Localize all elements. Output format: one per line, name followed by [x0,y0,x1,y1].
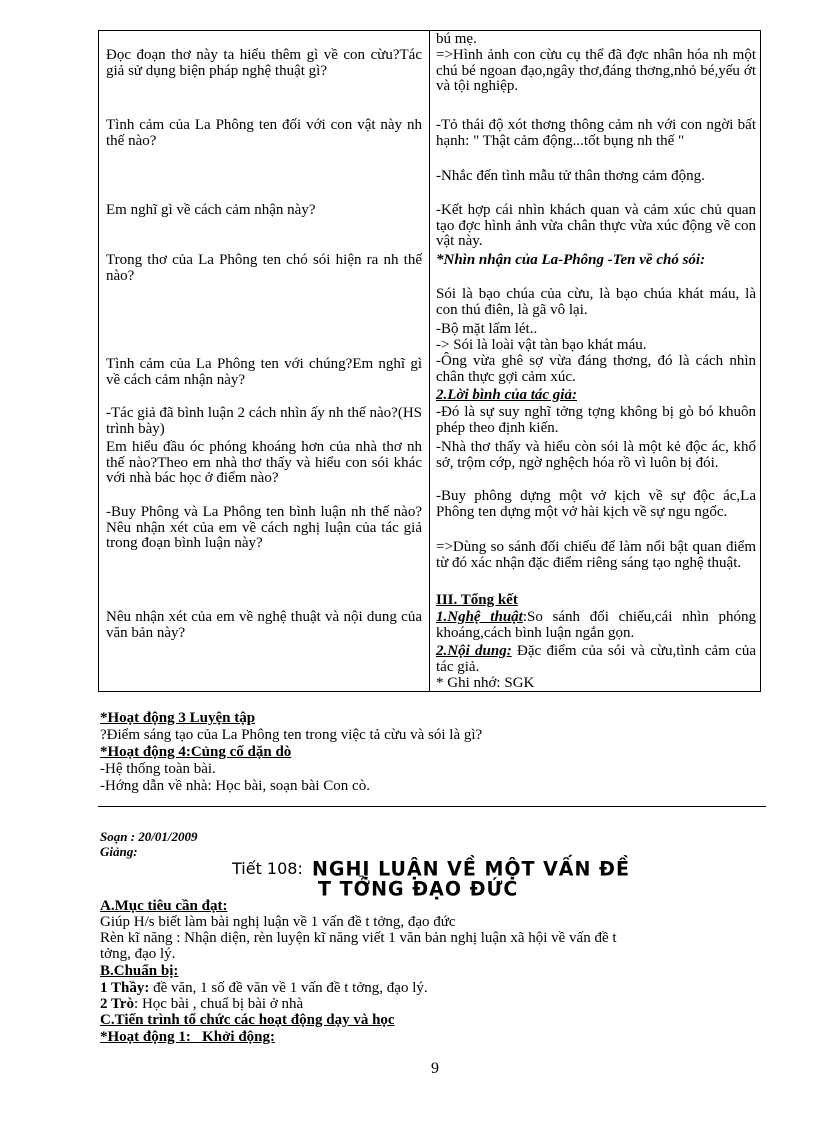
answer-motherhood: -Nhắc đến tình mẫu tử thân thơng cảm động. [436,168,705,184]
answer-wolf: Sói là bạo chúa của cừu, là bạo chúa khát máu, là con thú điên, là gã vô lại. [436,286,756,318]
answer-wolf-conclusion: -> Sói là loài vật tàn bạo khát máu. [436,337,647,353]
answer-fear-pity: -Ông vừa ghê sợ vừa đáng thơng, đó là cách nhìn chân thực gợi cảm xúc. [436,353,756,385]
section-divider [98,806,766,807]
activity-4-title: *Hoạt động 4:Củng cố dặn dò [100,744,292,760]
summary-heading: III. Tổng kết [436,592,518,608]
section-b-student [100,996,303,1012]
table-left-column [106,31,422,691]
student-text: : Học bài , chuẩ bị bài ở nhà [134,996,304,1012]
question-9: Nêu nhận xét của em về nghệ thuật và nội dung của văn bản này? [106,609,422,641]
question-3: Em nghĩ gì về cách cảm nhận này? [106,202,316,218]
section-a-line-2: Rèn kĩ năng : Nhận diện, rèn luyện kĩ năng viết 1 văn bản nghị luận xã hội về vấn đề t [100,930,617,946]
summary-content [436,644,756,675]
section-b-title: B.Chuẩn bị: [100,963,179,979]
summary-art-text: :So sánh đối chiếu,cái nhìn phóng khoáng,cách bình luận ngắn gọn. [436,609,756,641]
summary-art [436,610,756,641]
author-comment-heading: 2.Lời bình của tác giả: [436,387,577,403]
summary-content-label: 2.Nội dung: [436,643,512,659]
answer-attitude: -Tỏ thái độ xót thơng thông cảm nh với con ngời bất hạnh: " Thật cảm động...tốt bụng nh thế " [436,117,756,149]
question-7: Em hiểu đầu óc phóng khoáng hơn của nhà thơ nh thế nào?Theo em nhà thơ thấy và hiểu con sói khác với nhà bác học ở điểm nào? [106,439,422,486]
question-5: Tình cảm của La Phông ten với chúng?Em nghĩ gì về cách cảm nhận này? [106,356,422,388]
section-a-line-1: Giúp H/s biết làm bài nghị luận về 1 vấn đề t tởng, đạo đức [100,914,456,930]
question-6: -Tác giả đã bình luận 2 cách nhìn ấy nh thế nào?(HS trình bày) [106,405,422,437]
wolf-heading: *Nhìn nhận của La-Phông -Ten về chó sói: [436,252,706,268]
lesson-number: Tiết 108: [232,859,303,878]
activity-4-line-1: -Hệ thống toàn bài. [100,761,216,777]
question-1: Đọc đoạn thơ này ta hiểu thêm gì về con cừu?Tác giả sử dụng biện pháp nghệ thuật gì? [106,47,422,79]
answer-drama: -Buy phông dựng một vở kịch về sự độc ác,La Phông ten dựng một vở hài kịch về sự ngu ngốc. [436,488,756,520]
answer-lamb-image: =>Hình ảnh con cừu cụ thể đã đợc nhân hóa nh một chú bé ngoan đạo,ngây thơ,đáng thơng,nhỏ bé,yếu ớt và tội nghiệp. [436,47,756,94]
lesson-table [98,30,761,692]
answer-imagination: -Đó là sự suy nghĩ tởng tợng không bị gò bó khuôn phép theo định kiến. [436,404,756,436]
section-a-line-3: tởng, đạo lý. [100,946,176,962]
answer-wolf-face: -Bộ mặt lấm lét.. [436,321,538,337]
teacher-label: 1 Thầy: [100,980,150,996]
memo-note: * Ghi nhớ: SGK [436,675,535,691]
teacher-text: đề văn, 1 số đề văn về 1 vấn đề t tởng, đạo lý. [149,980,428,996]
activity-4-line-2: -Hớng dẫn về nhà: Học bài, soạn bài Con cò. [100,778,370,794]
answer-line: bú mẹ. [436,31,477,47]
lesson-title-line-1: NGHỊ LUẬN VỀ MỘT VẤN ĐỀ [312,857,630,881]
summary-content-text: Đặc điểm của sói và cừu,tình cảm của tác giả. [436,643,756,675]
question-8: -Buy Phông và La Phông ten bình luận nh thế nào?Nêu nhận xét của em về cách nghị luận của tác giả trong đoạn bình luận này? [106,504,422,551]
activity-1-title: *Hoạt động 1: Khởi động: [100,1029,276,1045]
table-right-column [436,31,756,691]
teaching-date: Giảng: [100,844,138,859]
question-2: Tình cảm của La Phông ten đối với con vật này nh thế nào? [106,117,422,149]
prep-date: Soạn : 20/01/2009 [100,829,198,844]
lesson-title-line-2: T TỞNG ĐẠO ĐỨC [318,877,519,901]
answer-comparison: =>Dùng so sánh đối chiếu để làm nổi bật quan điểm từ đó xác nhận đặc điểm riêng sáng tạo nghệ thuật. [436,539,756,571]
page-number: 9 [431,1060,439,1077]
student-label: 2 Trò [100,996,135,1012]
answer-combination: -Kết hợp cái nhìn khách quan và cảm xúc chủ quan tạo đợc hình ảnh vừa chân thực vừa xúc động về con vật này. [436,202,756,249]
question-4: Trong thơ của La Phông ten chó sói hiện ra nh thế nào? [106,252,422,284]
section-b-teacher [100,980,428,996]
section-a-title: A.Mục tiêu cần đạt: [100,898,228,914]
table-column-divider [429,31,430,691]
activity-3-title: *Hoạt động 3 Luyện tập [100,710,256,726]
answer-poet-view: -Nhà thơ thấy và hiểu còn sói là một kẻ độc ác, khổ sở, trộm cớp, ngờ nghệch hóa rồ vì luôn bị đói. [436,439,756,471]
summary-art-label: 1.Nghệ thuật [436,609,523,625]
activity-3-question: ?Điểm sáng tạo của La Phông ten trong việc tả cừu và sói là gì? [100,727,483,743]
section-c-title: C.Tiến trình tổ chức các hoạt động dạy và học [100,1012,395,1028]
